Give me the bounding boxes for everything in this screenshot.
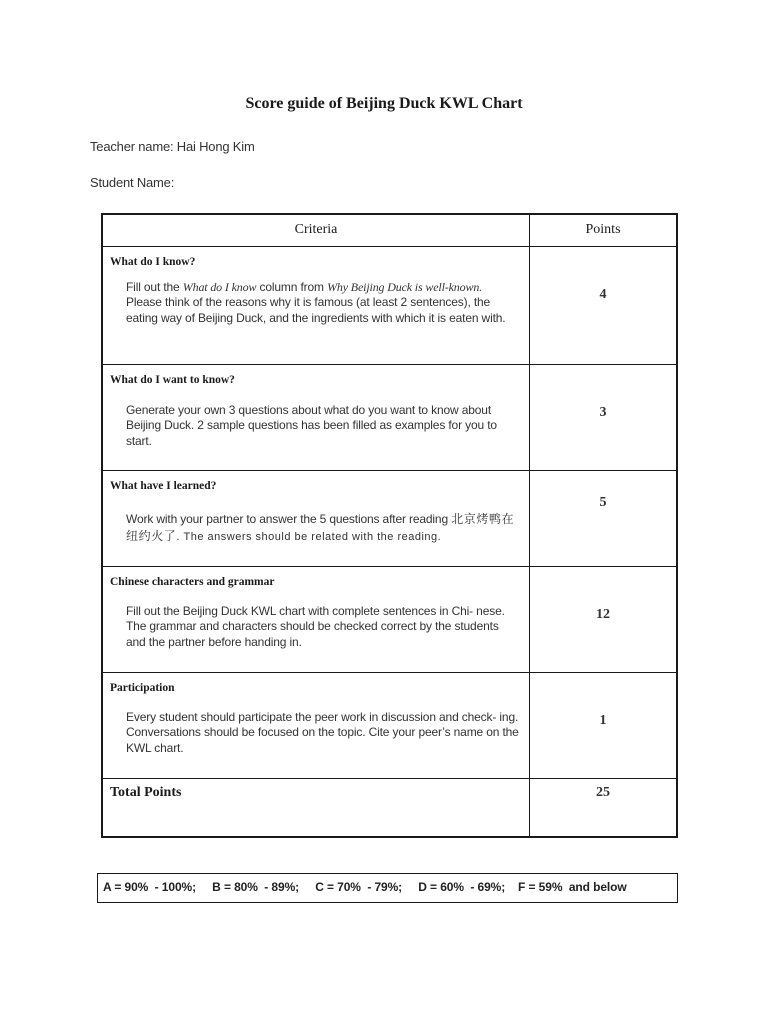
table-row — [102, 364, 677, 470]
criteria-description: Fill out the What do I know column from Why Beijing Duck is well-known. Please think of the reasons why it is famous (at least 2 sentences), the eating way of Beijing Duck, and the ingredients with which it is eaten with. — [126, 279, 506, 325]
criteria-cell — [102, 470, 530, 566]
table-row — [102, 246, 677, 364]
criteria-description: Every student should participate the peer work in discussion and check- ing. Conversations should be focused on the topic. Cite your peer’s name on the KWL chart. — [126, 709, 519, 755]
table-row — [102, 672, 677, 778]
criteria-heading: Chinese characters and grammar — [110, 575, 275, 588]
table-header-row — [102, 214, 677, 246]
criteria-heading: What have I learned? — [110, 479, 217, 492]
points-cell: 4 — [530, 246, 677, 364]
total-row — [102, 778, 677, 837]
document-title: Score guide of Beijing Duck KWL Chart — [245, 95, 523, 112]
points-cell: 1 — [530, 672, 677, 778]
criteria-header: Criteria — [102, 214, 530, 246]
total-points-cell: 25 — [530, 778, 677, 837]
table-row — [102, 470, 677, 566]
student-name: Student Name: — [90, 175, 175, 190]
criteria-description: Work with your partner to answer the 5 questions after reading 北京烤鸭在纽约火了. The answers should be related with the reading. — [126, 511, 515, 543]
criteria-heading: Participation — [110, 681, 175, 694]
criteria-description: Fill out the Beijing Duck KWL chart with complete sentences in Chi- nese. The grammar and characters should be checked correct by the students and the partner before handing in. — [126, 603, 505, 649]
criteria-cell — [102, 566, 530, 672]
criteria-cell — [102, 672, 530, 778]
total-label-cell — [102, 778, 530, 837]
criteria-heading: What do I want to know? — [110, 373, 235, 386]
criteria-cell — [102, 246, 530, 364]
score-guide-table — [101, 213, 678, 838]
table-row — [102, 566, 677, 672]
points-header: Points — [530, 214, 677, 246]
teacher-name: Teacher name: Hai Hong Kim — [90, 139, 255, 154]
points-cell: 5 — [530, 470, 677, 566]
total-label: Total Points — [110, 784, 182, 800]
grading-scale: A = 90% - 100%; B = 80% - 89%; C = 70% - 79%; D = 60% - 69%; F = 59% and below — [97, 873, 678, 903]
criteria-cell — [102, 364, 530, 470]
criteria-heading: What do I know? — [110, 255, 196, 268]
points-cell: 3 — [530, 364, 677, 470]
criteria-description: Generate your own 3 questions about what do you want to know about Beijing Duck. 2 sample questions has been filled as examples for you to start. — [126, 402, 497, 448]
points-cell: 12 — [530, 566, 677, 672]
